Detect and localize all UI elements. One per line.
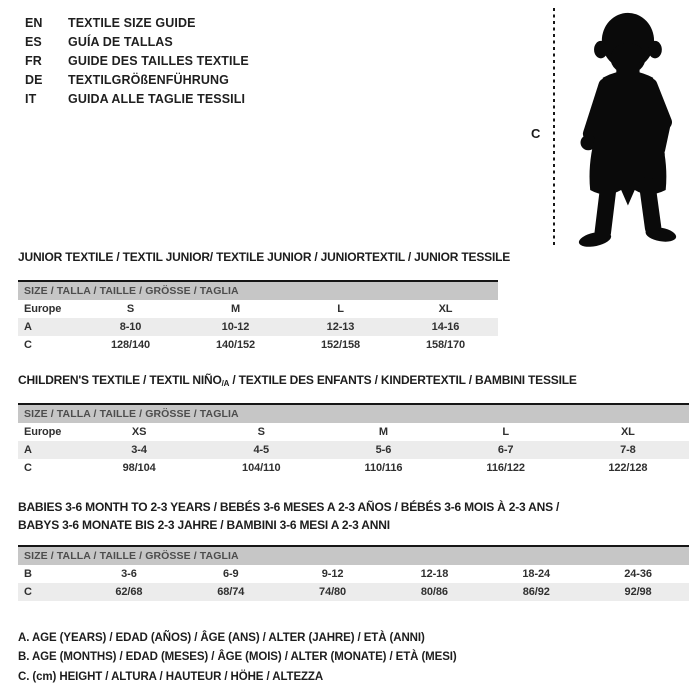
size-cell: 128/140: [110, 339, 151, 351]
language-legend: [25, 14, 249, 109]
size-cell: 98/104: [122, 462, 156, 474]
row-label: B: [24, 568, 32, 580]
size-cell: 86/92: [485, 583, 587, 601]
size-cell: 9-12: [321, 568, 344, 580]
language-row-fr: [25, 52, 249, 71]
row-label: A: [18, 441, 78, 459]
toddler-silhouette-image: [556, 8, 696, 250]
size-cell: 122/128: [608, 462, 648, 474]
children-table-title: [18, 373, 577, 388]
size-cell: 92/98: [587, 583, 689, 601]
size-cell: 80/86: [383, 583, 485, 601]
table-row-a: [18, 441, 689, 459]
babies-table-title-line2: BABYS 3-6 MONATE BIS 2-3 JAHRE / BAMBINI 3-6 MESI A 2-3 ANNI: [18, 518, 390, 532]
column-header: XL: [438, 303, 453, 315]
column-header: L: [502, 426, 509, 438]
column-header: S: [126, 303, 135, 315]
size-header-label: SIZE / TALLA / TAILLE / GRÖSSE / TAGLIA: [18, 404, 689, 423]
children-table-title-suffix: / TEXTILE DES ENFANTS / KINDERTEXTIL / BAMBINI TESSILE: [229, 373, 577, 387]
height-measure-dashed-line: [553, 8, 555, 248]
table-row-c: [18, 459, 689, 477]
size-cell: 110/116: [364, 462, 403, 474]
size-cell: 62/68: [78, 583, 180, 601]
language-title: TEXTILGRÖßENFÜHRUNG: [68, 73, 229, 87]
babies-table-title: [18, 498, 559, 534]
language-title: GUÍA DE TALLAS: [68, 35, 173, 49]
row-label: C: [24, 339, 32, 351]
column-header: XS: [131, 426, 147, 438]
language-title: TEXTILE SIZE GUIDE: [68, 16, 196, 30]
row-label: C: [24, 462, 32, 474]
junior-table-title-text: JUNIOR TEXTILE / TEXTIL JUNIOR/ TEXTILE JUNIOR / JUNIORTEXTIL / JUNIOR TESSILE: [18, 250, 511, 264]
column-header-row: [18, 423, 689, 441]
language-code: ES: [25, 35, 42, 49]
language-code: FR: [25, 54, 42, 68]
size-cell: 7-8: [567, 441, 689, 459]
footnote-b: B. AGE (MONTHS) / EDAD (MESES) / ÂGE (MOIS) / ALTER (MONATE) / ETÀ (MESI): [18, 651, 457, 664]
size-cell: 74/80: [282, 583, 384, 601]
children-size-table: [18, 403, 689, 477]
language-row-es: [25, 33, 249, 52]
language-code: IT: [25, 92, 37, 106]
size-cell: 104/110: [242, 462, 281, 474]
size-header-bar: [18, 404, 689, 423]
size-header-label: SIZE / TALLA / TAILLE / GRÖSSE / TAGLIA: [18, 281, 498, 300]
footnote-a: A. AGE (YEARS) / EDAD (AÑOS) / ÂGE (ANS) / ALTER (JAHRE) / ETÀ (ANNI): [18, 632, 425, 644]
column-header: L: [337, 303, 344, 315]
column-header: M: [378, 426, 388, 438]
size-cell: 24-36: [624, 568, 652, 580]
column-header: S: [257, 426, 265, 438]
size-cell: 10-12: [183, 318, 288, 336]
table-row-c: [18, 336, 498, 354]
size-cell: 6-9: [222, 568, 239, 580]
children-table-title-sub: /A: [221, 379, 230, 388]
size-cell: 4-5: [200, 441, 322, 459]
table-row-c: [18, 583, 689, 601]
language-code: DE: [25, 73, 43, 87]
size-cell: 3-6: [121, 568, 137, 580]
size-cell: 3-4: [78, 441, 200, 459]
size-cell: 140/152: [215, 339, 256, 351]
size-cell: 68/74: [180, 583, 282, 601]
language-title: GUIDA ALLE TAGLIE TESSILI: [68, 92, 246, 106]
table-row-b: [18, 565, 689, 583]
size-cell: 5-6: [322, 441, 444, 459]
height-measure-label: C: [531, 126, 541, 141]
size-cell: 6-7: [445, 441, 567, 459]
language-row-de: [25, 71, 249, 90]
size-cell: 12-13: [288, 318, 393, 336]
babies-table-title-line1: BABIES 3-6 MONTH TO 2-3 YEARS / BEBÉS 3-6 MESES A 2-3 AÑOS / BÉBÉS 3-6 MOIS À 2-3 ANS /: [18, 500, 560, 514]
column-header: Europe: [24, 426, 62, 438]
size-header-bar: [18, 546, 689, 565]
size-cell: 14-16: [393, 318, 498, 336]
size-cell: 12-18: [420, 568, 449, 580]
column-header: M: [230, 303, 241, 315]
row-label: A: [18, 318, 78, 336]
footnote-c: C. (cm) HEIGHT / ALTURA / HAUTEUR / HÖHE / ALTEZZA: [18, 670, 324, 683]
language-row-it: [25, 90, 249, 109]
size-header-label: SIZE / TALLA / TAILLE / GRÖSSE / TAGLIA: [18, 546, 689, 565]
junior-table-title: [18, 250, 510, 264]
size-cell: 18-24: [522, 568, 551, 580]
junior-size-table: [18, 280, 498, 354]
size-cell: 8-10: [78, 318, 183, 336]
row-label: C: [18, 583, 78, 601]
column-header: XL: [620, 426, 635, 438]
footnote-legend: [18, 629, 457, 687]
size-cell: 158/170: [425, 339, 466, 351]
size-cell: 152/158: [320, 339, 361, 351]
size-header-bar: [18, 281, 498, 300]
table-row-a: [18, 318, 498, 336]
size-cell: 116/122: [486, 462, 525, 474]
children-table-title-prefix: CHILDREN'S TEXTILE / TEXTIL NIÑO: [18, 373, 222, 387]
language-row-en: [25, 14, 249, 33]
language-title: GUIDE DES TAILLES TEXTILE: [68, 54, 249, 68]
language-code: EN: [25, 16, 43, 30]
column-header-row: [18, 300, 498, 318]
babies-size-table: [18, 545, 689, 601]
column-header: Europe: [24, 303, 62, 315]
